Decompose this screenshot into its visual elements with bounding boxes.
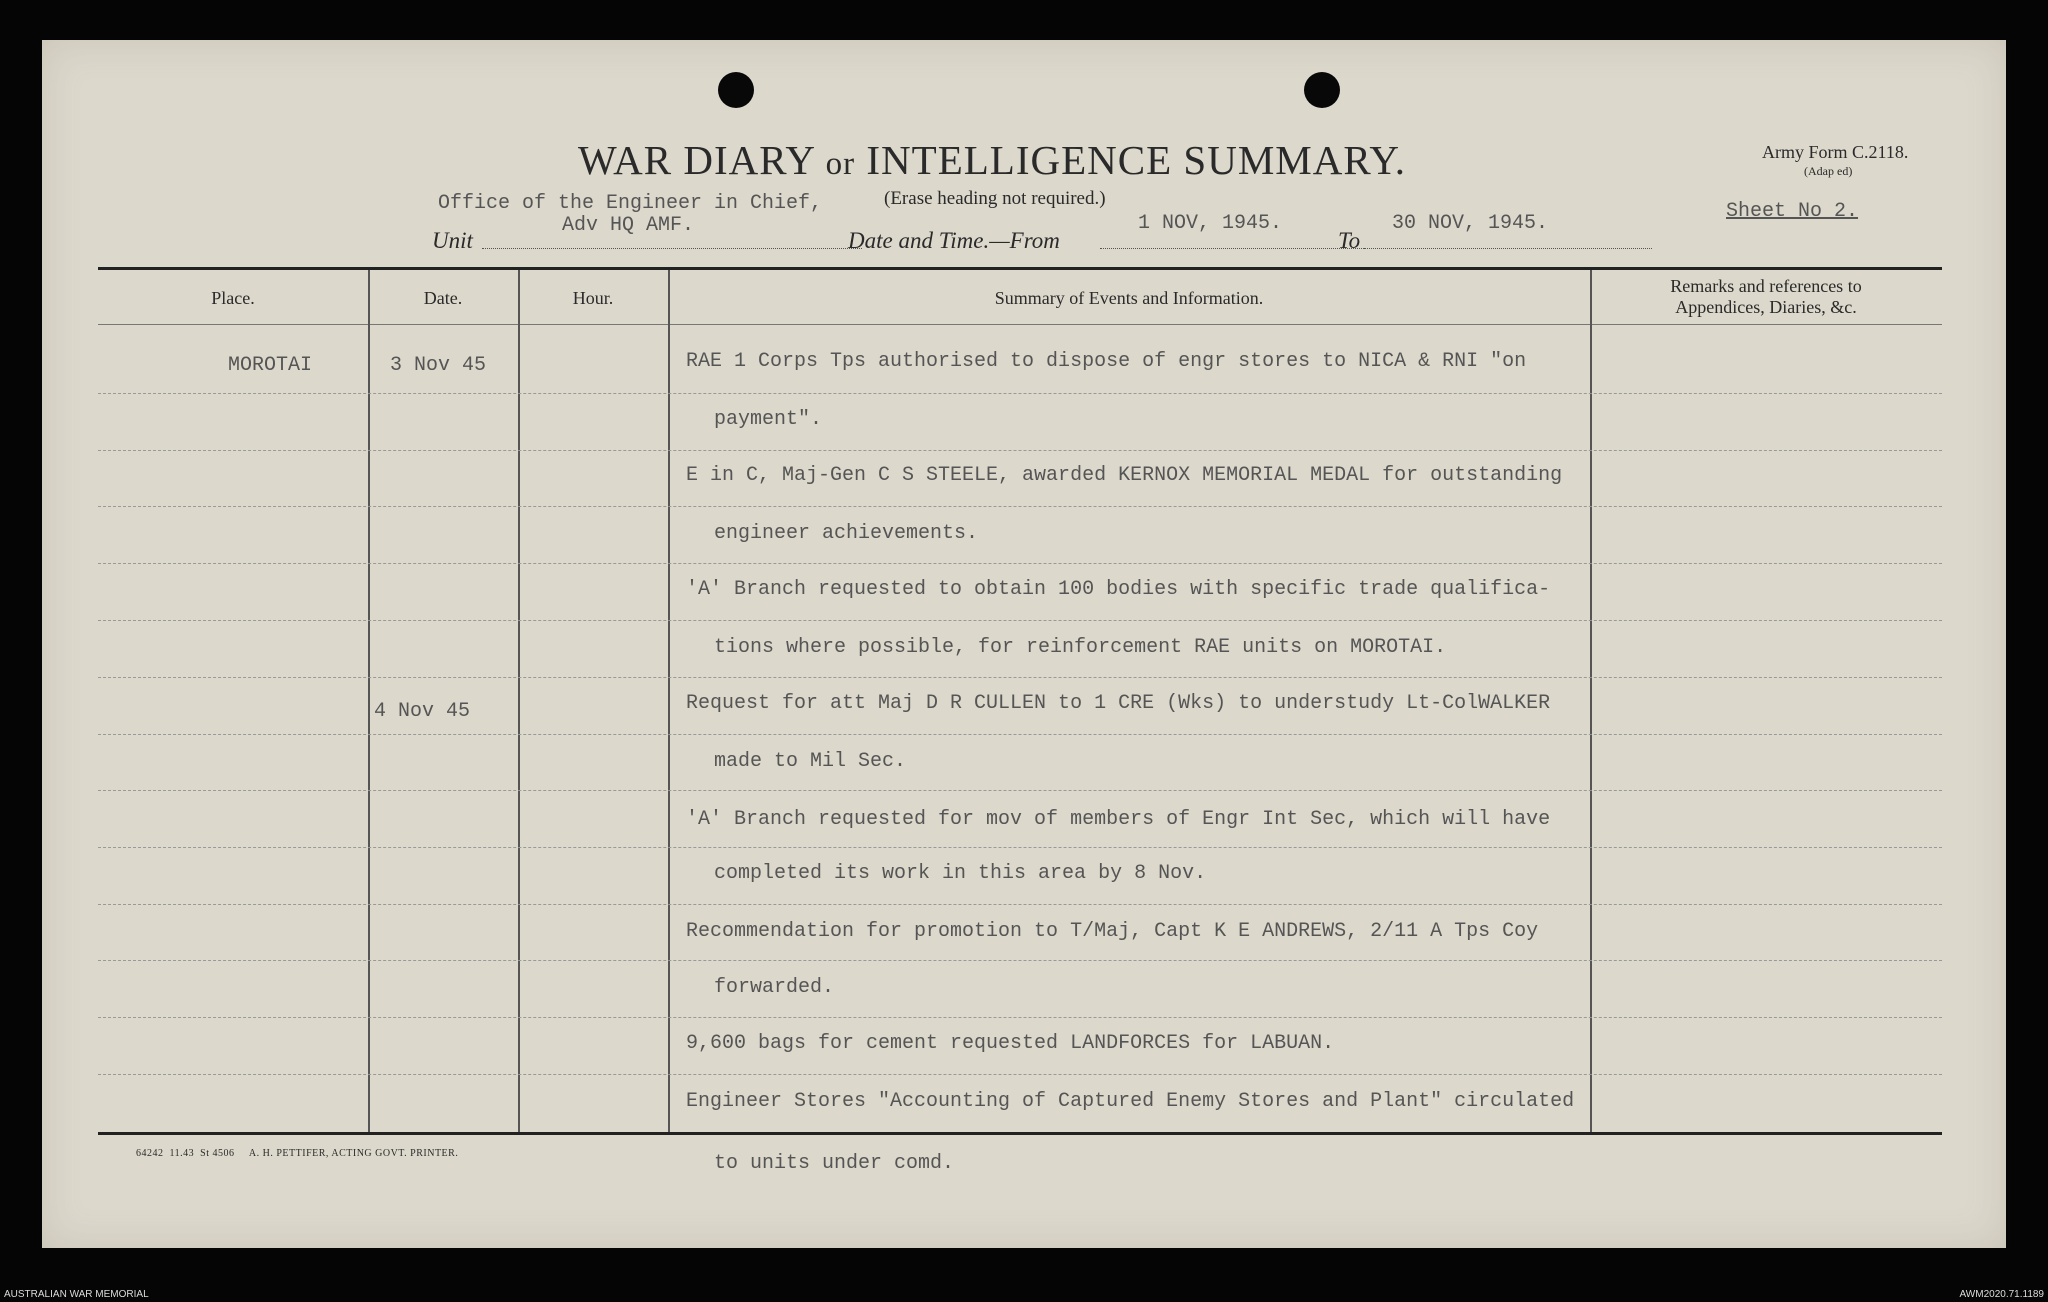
row-rule — [98, 677, 1942, 678]
remarks-header-line-1: Remarks and references to — [1670, 276, 1862, 296]
date-from-label: Date and Time.—From — [848, 228, 1060, 253]
summary-line: forwarded. — [714, 976, 835, 999]
remarks-header-line-2: Appendices, Diaries, &c. — [1675, 297, 1857, 317]
entry-date: 4 Nov 45 — [374, 700, 471, 723]
table-bottom-rule — [98, 1132, 1942, 1135]
col-divider-4 — [1590, 270, 1592, 1132]
summary-line: 'A' Branch requested for mov of members of Engr Int Sec, which will have — [686, 808, 1551, 831]
footer-institution: AUSTRALIAN WAR MEMORIAL — [4, 1289, 149, 1300]
date-to-label: To — [1338, 228, 1361, 253]
unit-underline — [482, 248, 862, 249]
unit-line-1: Office of the Engineer in Chief, — [438, 192, 823, 215]
summary-line: 9,600 bags for cement requested LANDFORCES for LABUAN. — [686, 1032, 1335, 1055]
unit-line-2: Adv HQ AMF. — [562, 214, 695, 237]
diary-sheet — [42, 40, 2006, 1248]
column-header-summary: Summary of Events and Information. — [994, 288, 1264, 308]
form-title: WAR DIARY or INTELLIGENCE SUMMARY. — [578, 137, 1406, 183]
date-from-underline — [1100, 248, 1370, 249]
punch-hole-right — [1304, 72, 1340, 108]
summary-line: 'A' Branch requested to obtain 100 bodies with specific trade qualifica- — [686, 578, 1551, 601]
row-rule — [98, 960, 1942, 961]
row-rule — [98, 620, 1942, 621]
unit-label: Unit — [432, 228, 473, 253]
footer-accession: AWM2020.71.1189 — [1959, 1289, 2044, 1300]
row-rule — [98, 790, 1942, 791]
date-to-underline — [1364, 248, 1652, 249]
printer-note: 64242 11.43 St 4506 A. H. PETTIFER, ACTING GOVT. PRINTER. — [136, 1148, 459, 1159]
archive-footer — [0, 1289, 2048, 1302]
row-rule — [98, 904, 1942, 905]
row-rule — [98, 506, 1942, 507]
sheet-number: Sheet No 2. — [1726, 200, 1859, 223]
col-divider-2 — [518, 270, 520, 1132]
column-header-place: Place. — [211, 288, 255, 308]
row-rule — [98, 563, 1942, 564]
punch-hole-left — [718, 72, 754, 108]
erase-note: (Erase heading not required.) — [884, 188, 1106, 209]
table-top-rule — [98, 267, 1942, 270]
date-to-value: 30 NOV, 1945. — [1392, 212, 1549, 235]
summary-line: Recommendation for promotion to T/Maj, Capt K E ANDREWS, 2/11 A Tps Coy — [686, 920, 1539, 943]
date-from-value: 1 NOV, 1945. — [1138, 212, 1283, 235]
row-rule — [98, 393, 1942, 394]
army-form-number: Army Form C.2118. — [1762, 142, 1909, 162]
column-header-date: Date. — [423, 288, 463, 308]
summary-line: tions where possible, for reinforcement RAE units on MOROTAI. — [714, 636, 1447, 659]
column-header-hour: Hour. — [572, 288, 614, 308]
column-header-remarks — [1590, 276, 1942, 318]
row-rule — [98, 734, 1942, 735]
summary-line: engineer achievements. — [714, 522, 979, 545]
summary-line: completed its work in this area by 8 Nov. — [714, 862, 1207, 885]
summary-overflow-line: to units under comd. — [714, 1152, 955, 1175]
row-rule — [98, 1074, 1942, 1075]
entry-place: MOROTAI — [228, 354, 313, 377]
row-rule — [98, 450, 1942, 451]
entry-date: 3 Nov 45 — [390, 354, 487, 377]
header-separator — [98, 324, 1942, 325]
summary-line: Request for att Maj D R CULLEN to 1 CRE (Wks) to understudy Lt-ColWALKER — [686, 692, 1551, 715]
summary-line: E in C, Maj-Gen C S STEELE, awarded KERNOX MEMORIAL MEDAL for outstanding — [686, 464, 1563, 487]
summary-line: made to Mil Sec. — [714, 750, 907, 773]
col-divider-1 — [368, 270, 370, 1132]
row-rule — [98, 1017, 1942, 1018]
summary-line: Engineer Stores "Accounting of Captured Enemy Stores and Plant" circulated — [686, 1090, 1575, 1113]
col-divider-3 — [668, 270, 670, 1132]
row-rule — [98, 847, 1942, 848]
adapted-note: (Adap ed) — [1804, 164, 1853, 178]
summary-line: payment". — [714, 408, 823, 431]
summary-line: RAE 1 Corps Tps authorised to dispose of engr stores to NICA & RNI "on — [686, 350, 1527, 373]
